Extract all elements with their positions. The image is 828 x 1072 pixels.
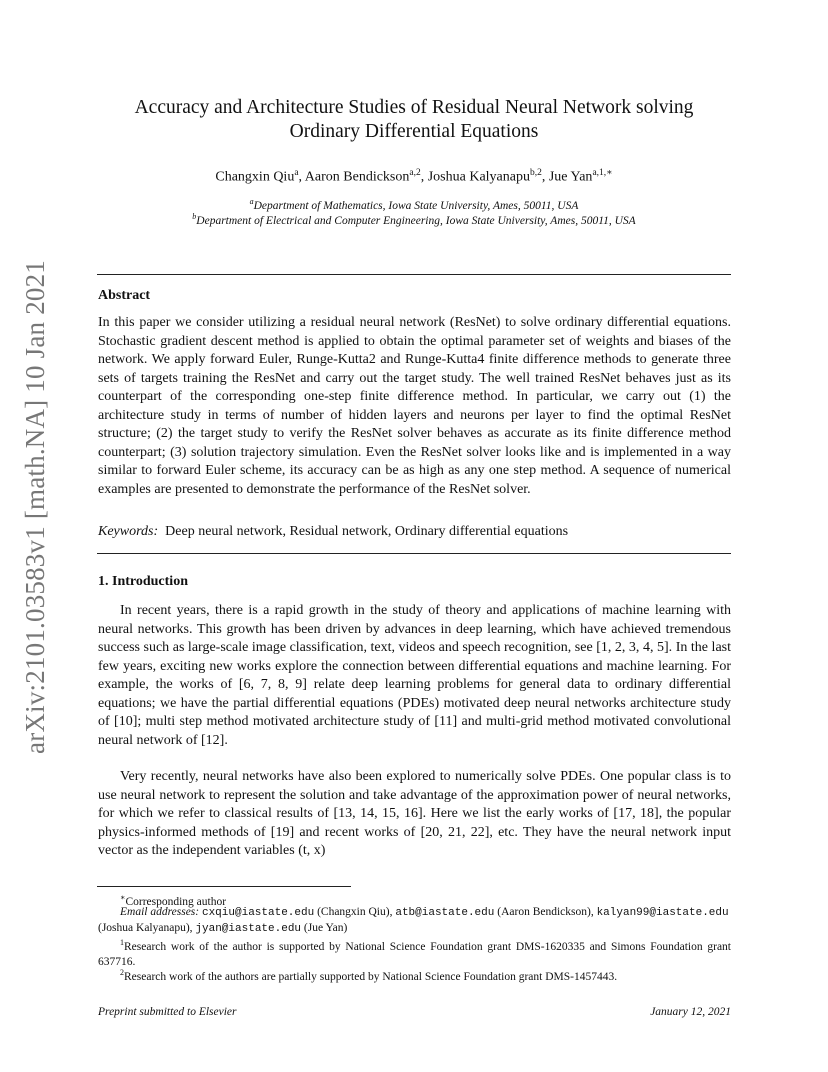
footnote-rule	[97, 886, 351, 887]
affiliation-b	[90, 212, 738, 227]
author-affil-mark: a,2	[409, 168, 421, 178]
footnote-emails	[98, 905, 731, 937]
footnote-text: Corresponding author	[125, 895, 227, 908]
paper-title	[90, 96, 738, 144]
email-address[interactable]: atb@iastate.edu	[395, 907, 495, 919]
email-address[interactable]: cxqiu@iastate.edu	[201, 907, 315, 919]
author-affil-mark: a	[294, 168, 299, 178]
affiliation-text: Department of Electrical and Computer Engineering, Iowa State University, Ames, 50011, USA	[196, 214, 636, 227]
author-list: Changxin Qiu$^a$, Aaron Bendickson$^{a,2}$, Joshua Kalyanapu$^{b,2}$, Jue Yan$^{a,1,∗}$	[215, 168, 613, 185]
email-owner: (Joshua Kalyanapu),	[98, 922, 193, 934]
arxiv-sidebar-id: arXiv:2101.03583v1 [math.NA] 10 Jan 2021	[20, 260, 50, 754]
author-affil-mark: b,2	[529, 168, 542, 178]
abstract-heading: Abstract	[98, 288, 151, 303]
footnote-mark: ∗	[120, 893, 126, 902]
author-name: Jue Yan	[548, 169, 593, 185]
keywords-line	[98, 524, 568, 540]
email-address[interactable]: kalyan99@iastate.edu	[596, 907, 729, 919]
footnote-text: Research work of the author is supported by National Science Foundation grant DMS-1620335 and Simons Foundation grant 637716.	[98, 940, 731, 968]
abstract-top-rule	[97, 274, 731, 275]
author-affil-mark: a,1,∗	[592, 168, 613, 178]
affiliation-text: Department of Mathematics, Iowa State University, Ames, 50011, USA	[253, 199, 579, 212]
footnote-mark: 1	[120, 938, 124, 947]
footnote-2	[98, 965, 731, 985]
affiliation-a	[90, 197, 738, 212]
author-name: Joshua Kalyanapu	[427, 169, 530, 185]
title-line-2: Ordinary Differential Equations	[289, 121, 539, 142]
keywords-label: Keywords:	[98, 524, 159, 539]
affiliation-mark: b	[192, 212, 197, 221]
intro-paragraph-2: Very recently, neural networks have also been explored to numerically solve PDEs. One popular class is to use neural network to represent the solution and take advantage of the approximation power of neural networks, for which we refer to classical results of [13, 14, 15, 16]. Here we list the early works of [17, 18], the popular physics-informed methods of [19] and recent works of [20, 21, 22], etc. They have the neural network input vector as the independent variables (t, x)	[98, 769, 731, 858]
affiliation-mark: a	[249, 197, 254, 206]
email-owner: (Jue Yan)	[303, 922, 348, 934]
email-address[interactable]: jyan@iastate.edu	[195, 923, 302, 935]
email-label: Email addresses:	[120, 906, 200, 918]
email-owner: (Aaron Bendickson),	[497, 906, 594, 918]
preprint-date: January 12, 2021	[650, 1006, 731, 1018]
footnote-mark: 2	[120, 968, 124, 977]
intro-paragraph-1: In recent years, there is a rapid growth in the study of theory and applications of machine learning with neural networks. This growth has been driven by advances in deep learning, which have achieved tremendous success such as large-scale image classification, text, videos and speech recognition, see [1, 2, 3, 4, 5]. In the last few years, exciting new works explore the connection between differential equations and machine learning. For example, the works of [6, 7, 8, 9] relate deep learning problems for general data to ordinary differential equations; we have the partial differential equations (PDEs) motivated deep neural networks architecture study of [10]; multi step method motivated architecture study of [11] and multi-grid method motivated convolutional neural network of [12].	[98, 603, 731, 748]
abstract-text: In this paper we consider utilizing a residual neural network (ResNet) to solve ordinary differential equations. Stochastic gradient descent method is applied to obtain the optimal parameter set of weights and biases of the network. We apply forward Euler, Runge-Kutta2 and Runge-Kutta4 finite difference methods to generate three sets of targets training the ResNet and carry out the target study. The well trained ResNet behaves just as its counterpart of the corresponding one-step finite difference method. In particular, we carry out (1) the architecture study in terms of number of hidden layers and neurons per layer to find the optimal ResNet structure; (2) the target study to verify the ResNet solver behaves as accurate as its finite difference method counterpart; (3) solution trajectory simulation. Even the ResNet solver looks like and is implemented in a way similar to forward Euler scheme, its accuracy can be as high as any one step method. A sequence of numerical examples are presented to demonstrate the performance of the ResNet solver.	[98, 315, 731, 497]
author-name: Aaron Bendickson	[304, 169, 410, 185]
footnote-text: Research work of the authors are partially supported by National Science Foundation grant DMS-1457443.	[124, 970, 618, 983]
author-name: Changxin Qiu	[215, 169, 295, 185]
title-line-1: Accuracy and Architecture Studies of Residual Neural Network solving	[134, 97, 694, 118]
keywords-text: Deep neural network, Residual network, Ordinary differential equations	[165, 524, 569, 539]
abstract-bottom-rule	[97, 553, 731, 554]
preprint-note: Preprint submitted to Elsevier	[98, 1006, 237, 1018]
email-owner: (Changxin Qiu),	[317, 906, 393, 918]
section-heading-introduction: 1. Introduction	[98, 574, 188, 589]
